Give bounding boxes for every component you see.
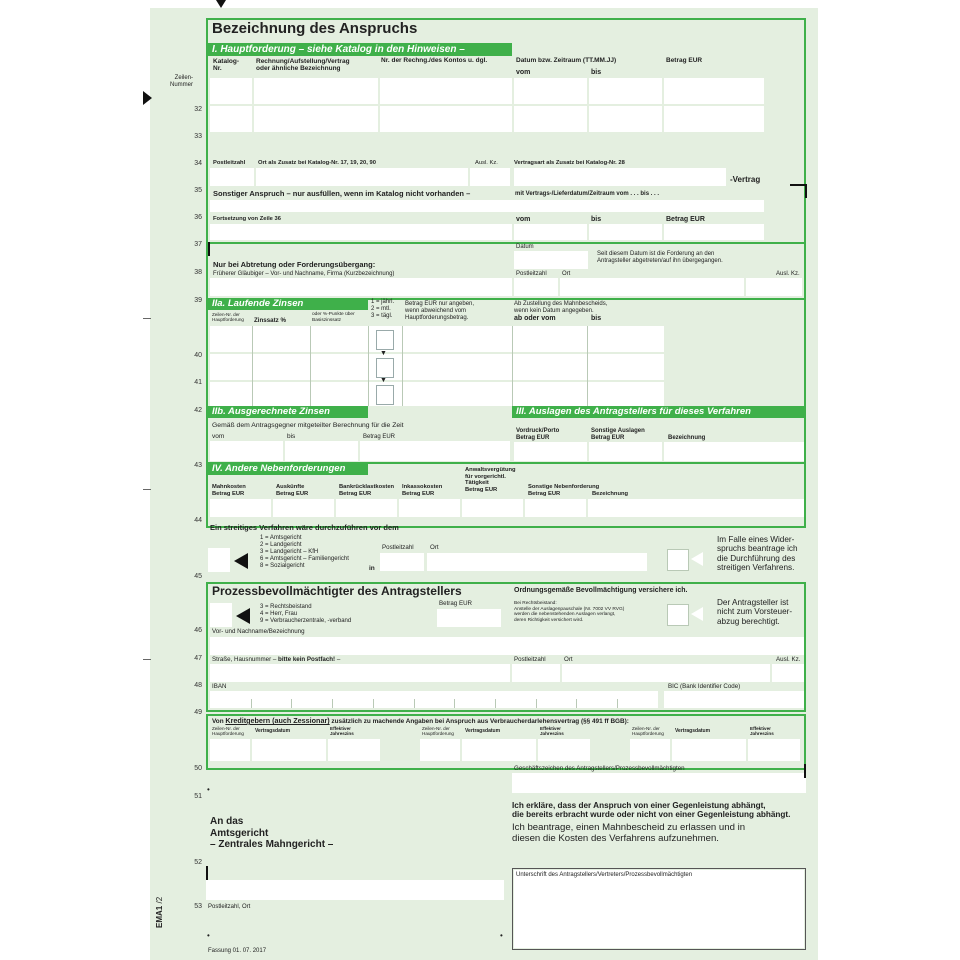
row-number-36: 36 <box>194 214 202 221</box>
dropdown-arrow-icon: ▼ <box>380 377 387 384</box>
row-number-47: 47 <box>194 655 202 662</box>
vom-input-37[interactable] <box>514 224 587 240</box>
plz-ort-label: Postleitzahl, Ort <box>208 904 251 910</box>
auskuenfte-label: Auskünfte Betrag EUR <box>276 484 309 497</box>
betrag-input-1[interactable] <box>664 78 764 104</box>
form-page <box>150 8 818 960</box>
zinsen-betrag-label: Betrag EUR nur angeben, wenn abweichend vom Hauptforderungsbetrag. <box>405 301 475 321</box>
bic-label: BIC (Bank Identifier Code) <box>668 683 741 690</box>
ab-vom-label: ab oder vom <box>514 315 556 322</box>
sonstige-auslagen-input[interactable] <box>589 442 662 461</box>
zinsen-row-41 <box>210 354 664 380</box>
iban-segment-line <box>617 699 618 708</box>
bankruecklast-label: Bankrücklastkosten Betrag EUR <box>339 484 395 497</box>
row-number-label: Zeilen- Nummer <box>170 75 194 88</box>
row-number-43: 43 <box>194 462 202 469</box>
bic-input[interactable] <box>664 691 804 708</box>
edge-marker <box>206 866 208 880</box>
edge-marker <box>208 242 210 256</box>
arrow-left-outline-icon <box>691 552 703 566</box>
row-number-33: 33 <box>194 133 202 140</box>
ort-input-34[interactable] <box>256 168 468 186</box>
col-datum-label: Datum bzw. Zeitraum (TT.MM.JJ) <box>516 57 617 64</box>
nebenforderung-bezeichnung-input[interactable] <box>588 499 804 517</box>
prozess-name-input[interactable] <box>210 637 804 655</box>
betrag-label-37: Betrag EUR <box>666 216 705 223</box>
abtretung-ausl-label: Ausl. Kz. <box>776 271 800 277</box>
arrow-left-icon <box>236 608 250 624</box>
unterschrift-input[interactable] <box>514 870 804 948</box>
prozess-betrag-label: Betrag EUR <box>439 600 473 607</box>
iban-segment-line <box>291 699 292 708</box>
inkassokosten-input[interactable] <box>399 499 460 517</box>
abtretung-ort-input[interactable] <box>560 278 744 296</box>
kredit-jahreszins-label: Effektiver Jahreszins <box>750 726 774 737</box>
gericht-address: An das Amtsgericht – Zentrales Mahngericht – <box>210 816 334 850</box>
row-number-52: 52 <box>194 859 202 866</box>
widerspruch-text: Im Falle eines Wider- spruchs beantrage ich die Durchführung des streitigen Verfahrens. <box>717 535 798 573</box>
zustellung-label: Ab Zustellung des Mahnbescheids, wenn kein Datum angegeben. <box>514 301 608 314</box>
abtretung-ausl-input[interactable] <box>746 278 802 296</box>
vertragsart-input[interactable] <box>514 168 726 186</box>
abtretung-plz-label: Postleitzahl <box>516 271 547 277</box>
betrag-input-37[interactable] <box>664 224 764 240</box>
strasse-label-b: bitte kein Postfach! <box>278 656 336 663</box>
kredit-vertragsdatum-label: Vertragsdatum <box>675 728 711 734</box>
ausgerechnet-betrag-input[interactable] <box>360 441 510 461</box>
kredit-zeilen-input[interactable] <box>630 739 670 761</box>
inkassokosten-label: Inkassokosten Betrag EUR <box>402 484 443 497</box>
streit-plz-input[interactable] <box>380 553 424 571</box>
bis-label-37: bis <box>591 216 602 223</box>
iban-segment-line <box>495 699 496 708</box>
streit-ort-label: Ort <box>430 544 439 551</box>
iban-segment-line <box>454 699 455 708</box>
page-title: Bezeichnung des Anspruchs <box>212 20 418 37</box>
frequenz-label: 1 = jährl. 2 = mtl. 3 = tägl. <box>371 299 395 319</box>
section-ausgerechnete-zinsen-bar: IIb. Ausgerechnete Zinsen <box>208 406 368 418</box>
vom-label-37: vom <box>516 216 531 223</box>
prozess-betrag-input[interactable] <box>437 609 501 627</box>
vorsteuer-text: Der Antragsteller ist nicht zum Vorsteuer- abzug berechtigt. <box>717 598 793 626</box>
ausgerechnet-bis-label: bis <box>287 433 296 440</box>
prozentpunkte-label: oder %-Punkte über Basiszinssatz <box>312 312 355 323</box>
kredit-jahreszins-input[interactable] <box>328 739 380 761</box>
sonstiger-input[interactable] <box>210 200 764 212</box>
kredit-vertragsdatum-input[interactable] <box>252 739 326 761</box>
streit-gericht-box[interactable] <box>208 548 230 572</box>
zinsen-bis-label: bis <box>591 315 602 322</box>
iban-label: IBAN <box>212 683 227 690</box>
section-laufende-zinsen-bar: IIa. Laufende Zinsen <box>208 298 368 310</box>
prozess-ausl-label: Ausl. Kz. <box>776 656 801 663</box>
abtretung-datum-input[interactable] <box>514 251 588 269</box>
arrow-left-icon <box>234 553 248 569</box>
iban-segment-line <box>536 699 537 708</box>
prozess-plz-label: Postleitzahl <box>514 656 546 663</box>
iban-segment-line <box>414 699 415 708</box>
section-auslagen-bar: III. Auslagen des Antragstellers für dieses Verfahren <box>512 406 804 418</box>
row-number-44: 44 <box>194 517 202 524</box>
anwaltsverguetung-input[interactable] <box>462 499 523 517</box>
sonstige-nebenforderung-label: Sonstige Nebenforderung Betrag EUR <box>528 484 600 497</box>
streit-in-label: in <box>369 565 375 572</box>
iban-segment-line <box>251 699 252 708</box>
vertragsart-label: Vertragsart als Zusatz bei Katalog-Nr. 28 <box>514 160 625 166</box>
iban-segment-line <box>332 699 333 708</box>
geschaeftszeichen-input[interactable] <box>512 773 806 793</box>
row-number-51: 51 <box>194 793 202 800</box>
iban-segment-line <box>373 699 374 708</box>
row-number-53: 53 <box>194 903 202 910</box>
row-number-35: 35 <box>194 187 202 194</box>
fassung-label: Fassung 01. 07. 2017 <box>208 948 267 954</box>
section-nebenforderungen-bar: IV. Andere Nebenforderungen <box>208 463 368 475</box>
zinsen-col-line-1 <box>252 326 253 406</box>
bis-input-2[interactable] <box>589 106 662 132</box>
zinssatz-label: Zinssatz % <box>254 317 286 324</box>
side-arrow-icon <box>143 91 152 105</box>
fold-mark <box>143 489 151 490</box>
nebenforderung-bezeichnung-label: Bezeichnung <box>592 491 629 497</box>
zinsen-row-42 <box>210 382 664 406</box>
gemaess-label: Gemäß dem Antragsgegner mitgeteilter Berechnung für die Zeit <box>212 422 404 429</box>
auslagen-bezeichnung-label: Bezeichnung <box>668 435 706 441</box>
frequenz-box-42[interactable] <box>376 385 394 405</box>
ausgerechnet-vom-label: vom <box>212 433 225 440</box>
corner-dot: • <box>207 931 210 940</box>
kontonr-input-2[interactable] <box>380 106 512 132</box>
kredit-title-c: zusätzlich zu machende Angaben bei Anspruch aus Verbraucherdarlehensvertrag (§§ 491 ff BGB): <box>331 718 629 725</box>
abtretung-title: Nur bei Abtretung oder Forderungsübergang: <box>213 260 376 269</box>
row-number-42: 42 <box>194 407 202 414</box>
frequenz-box-41[interactable] <box>376 358 394 378</box>
edge-marker <box>790 184 806 186</box>
row-number-37: 37 <box>194 241 202 248</box>
row-number-41: 41 <box>194 379 202 386</box>
dropdown-arrow-icon: ▼ <box>380 350 387 357</box>
geschaeftszeichen-label: Geschäftszeichen des Antragstellers/Prozessbevollmächtigten <box>514 765 685 772</box>
form-id-code: EMA1 <box>155 905 164 928</box>
widerspruch-checkbox[interactable] <box>667 549 689 571</box>
prozess-name-label: Vor- und Nachname/Bezeichnung <box>212 628 305 635</box>
vom-input-1[interactable] <box>514 78 587 104</box>
row-number-40: 40 <box>194 352 202 359</box>
row-number-38: 38 <box>194 269 202 276</box>
fortsetzung-input[interactable] <box>210 224 512 240</box>
ort-zusatz-label: Ort als Zusatz bei Katalog-Nr. 17, 19, 20, 90 <box>258 160 376 166</box>
mahnkosten-label: Mahnkosten Betrag EUR <box>212 484 246 497</box>
prozess-strasse-label <box>212 657 340 664</box>
zinsen-col-line-5 <box>512 326 513 406</box>
fortsetzung-label: Fortsetzung von Zeile 36 <box>213 216 281 222</box>
form-id-page: /2 <box>155 896 164 904</box>
arrow-left-outline-icon <box>691 607 703 621</box>
sonstige-auslagen-label: Sonstige Auslagen Betrag EUR <box>591 428 645 441</box>
col-vom-label: vom <box>516 69 531 76</box>
vom-input-2[interactable] <box>514 106 587 132</box>
rechtsbeistand-note: Bei Rechtsbeistand: Anstelle der Auslagenpauschale (Nr. 7002 VV RVG) werden die nebenstehenden Auslagen verlangt, deren Richtigkeit versichert wird. <box>514 601 625 623</box>
zinsen-col-line-6 <box>587 326 588 406</box>
kredit-title-a: Von <box>212 718 224 725</box>
streit-title: Ein streitiges Verfahren wäre durchzuführen vor dem <box>210 523 399 532</box>
rechnung-input-2[interactable] <box>254 106 378 132</box>
prozess-plz-input[interactable] <box>512 664 560 682</box>
ausl-input-34[interactable] <box>470 168 510 186</box>
corner-dot: • <box>500 931 503 940</box>
col-bis-label: bis <box>591 69 602 76</box>
kredit-jahreszins-label: Effektiver Jahreszins <box>330 726 354 737</box>
abtretung-note: Seit diesem Datum ist die Forderung an den Antragsteller abgetreten/auf ihn übergegangen. <box>597 251 723 264</box>
col-betrag-label: Betrag EUR <box>666 57 703 64</box>
ausgerechnet-betrag-label: Betrag EUR <box>363 434 396 440</box>
form-id-text <box>156 897 164 928</box>
zinsen-row-40 <box>210 326 664 352</box>
unterschrift-label: Unterschrift des Antragstellers/Vertreters/Prozessbevollmächtigten <box>516 872 693 878</box>
prozess-ort-input[interactable] <box>562 664 770 682</box>
rechnung-input-1[interactable] <box>254 78 378 104</box>
divider-abtretung <box>208 242 806 244</box>
ordnung-label: Ordnungsgemäße Bevollmächtigung versichere ich. <box>514 587 688 594</box>
prozess-options: 3 = Rechtsbeistand 4 = Herr, Frau 9 = Verbraucherzentrale, -verband <box>260 604 352 624</box>
prozess-title: Prozessbevollmächtigter des Antragstellers <box>212 584 462 598</box>
row-number-50: 50 <box>194 765 202 772</box>
strasse-label-a: Straße, Hausnummer – <box>212 656 277 663</box>
row-number-49: 49 <box>194 709 202 716</box>
mahnkosten-input[interactable] <box>210 499 271 517</box>
ausgerechnet-bis-input[interactable] <box>285 441 358 461</box>
bankruecklast-input[interactable] <box>336 499 397 517</box>
kredit-jahreszins-input[interactable] <box>538 739 590 761</box>
empfaenger-input[interactable] <box>206 880 504 900</box>
kredit-vertragsdatum-label: Vertragsdatum <box>255 728 291 734</box>
katalog-input-2[interactable] <box>210 106 252 132</box>
plz-input-34[interactable] <box>210 168 254 186</box>
kredit-zeilen-label: Zeilen-Nr. der Hauptforderung <box>212 726 244 737</box>
iban-input[interactable] <box>210 691 658 708</box>
prozess-art-box[interactable] <box>210 603 232 627</box>
kredit-zeilen-input[interactable] <box>210 739 250 761</box>
zinsen-col-line-3 <box>368 326 369 406</box>
section-hauptforderung-bar: I. Hauptforderung – siehe Katalog in den Hinweisen – <box>208 43 512 56</box>
abtretung-plz-input[interactable] <box>514 278 558 296</box>
col-nr-label: Nr. der Rechng./des Kontos u. dgl. <box>381 57 488 64</box>
frueherer-glaeubiger-label: Früherer Gläubiger – Vor- und Nachname, Firma (Kurzbezeichnung) <box>213 271 395 277</box>
kredit-zeilen-input[interactable] <box>420 739 460 761</box>
row-number-46: 46 <box>194 627 202 634</box>
abtretung-ort-label: Ort <box>562 271 571 277</box>
vordruck-input[interactable] <box>514 442 587 461</box>
prozess-ausl-input[interactable] <box>772 664 804 682</box>
kredit-vertragsdatum-label: Vertragsdatum <box>465 728 501 734</box>
row-number-48: 48 <box>194 682 202 689</box>
row-number-39: 39 <box>194 297 202 304</box>
auskuenfte-input[interactable] <box>273 499 334 517</box>
anwaltsverguetung-label: Anwaltsvergütung für vorgerichtl. Tätigkeit Betrag EUR <box>465 467 516 493</box>
vertrag-suffix: -Vertrag <box>730 175 761 184</box>
streit-ort-input[interactable] <box>427 553 647 571</box>
kredit-vertragsdatum-input[interactable] <box>462 739 536 761</box>
fold-mark <box>143 659 151 660</box>
zinsen-zeilen-label: Zeilen-Nr. der Hauptforderung <box>212 312 244 323</box>
katalog-input-1[interactable] <box>210 78 252 104</box>
zinsen-col-line-4 <box>402 326 403 406</box>
strasse-label-c: – <box>336 656 341 663</box>
corner-dot: • <box>207 785 210 794</box>
kredit-title-b: Kreditgebern (auch Zessionar) <box>225 716 330 725</box>
sonstige-nebenforderung-input[interactable] <box>525 499 586 517</box>
prozess-ort-label: Ort <box>564 656 573 663</box>
fold-mark <box>143 318 151 319</box>
beantrage-text: Ich beantrage, einen Mahnbescheid zu erlassen und in diesen die Kosten des Verfahrens aufzunehmen. <box>512 822 746 845</box>
kredit-title <box>212 717 629 726</box>
sonstiger-anspruch-label: Sonstiger Anspruch – nur ausfüllen, wenn im Katalog nicht vorhanden – <box>213 189 471 198</box>
kredit-zeilen-label: Zeilen-Nr. der Hauptforderung <box>422 726 454 737</box>
edge-marker <box>805 184 807 198</box>
streit-plz-label: Postleitzahl <box>382 544 414 551</box>
ausgerechnet-vom-input[interactable] <box>210 441 283 461</box>
vordruck-label: Vordruck/Porto Betrag EUR <box>516 428 560 441</box>
betrag-input-2[interactable] <box>664 106 764 132</box>
kredit-jahreszins-label: Effektiver Jahreszins <box>540 726 564 737</box>
row-number-45: 45 <box>194 573 202 580</box>
zinsen-col-line-2 <box>310 326 311 406</box>
plz-label-34: Postleitzahl <box>213 160 246 166</box>
kredit-vertragsdatum-input[interactable] <box>672 739 746 761</box>
ausl-label-34: Ausl. Kz. <box>475 160 498 166</box>
edge-marker <box>804 764 806 778</box>
row-number-32: 32 <box>194 106 202 113</box>
frequenz-box-40[interactable] <box>376 330 394 350</box>
erklaerung-text: Ich erkläre, dass der Anspruch von einer Gegenleistung abhängt, die bereits erbracht wurde oder nicht von einer Gegenleistung abhängt. <box>512 801 791 820</box>
sonstiger-anspruch-sub: mit Vertrags-/Lieferdatum/Zeitraum vom . . . bis . . . <box>515 191 660 197</box>
frueherer-glaeubiger-input[interactable] <box>210 278 512 296</box>
iban-segment-line <box>576 699 577 708</box>
form-id <box>150 894 190 934</box>
row-number-34: 34 <box>194 160 202 167</box>
streit-options: 1 = Amtsgericht 2 = Landgericht 3 = Landgericht – KfH 6 = Amtsgericht – Familiengericht 8 = Sozialgericht <box>260 535 349 569</box>
vorsteuer-checkbox[interactable] <box>667 604 689 626</box>
bis-input-1[interactable] <box>589 78 662 104</box>
abtretung-datum-label: Datum <box>516 244 534 250</box>
kredit-zeilen-label: Zeilen-Nr. der Hauptforderung <box>632 726 664 737</box>
prozess-strasse-input[interactable] <box>210 664 510 682</box>
kontonr-input-1[interactable] <box>380 78 512 104</box>
col-rechnung-label: Rechnung/Aufstellung/Vertrag oder ähnliche Bezeichnung <box>256 58 350 73</box>
kredit-jahreszins-input[interactable] <box>748 739 800 761</box>
col-katalog-label: Katalog- Nr. <box>213 58 239 73</box>
top-arrow-icon <box>216 0 226 8</box>
bis-input-37[interactable] <box>589 224 662 240</box>
auslagen-bezeichnung-input[interactable] <box>664 442 804 461</box>
